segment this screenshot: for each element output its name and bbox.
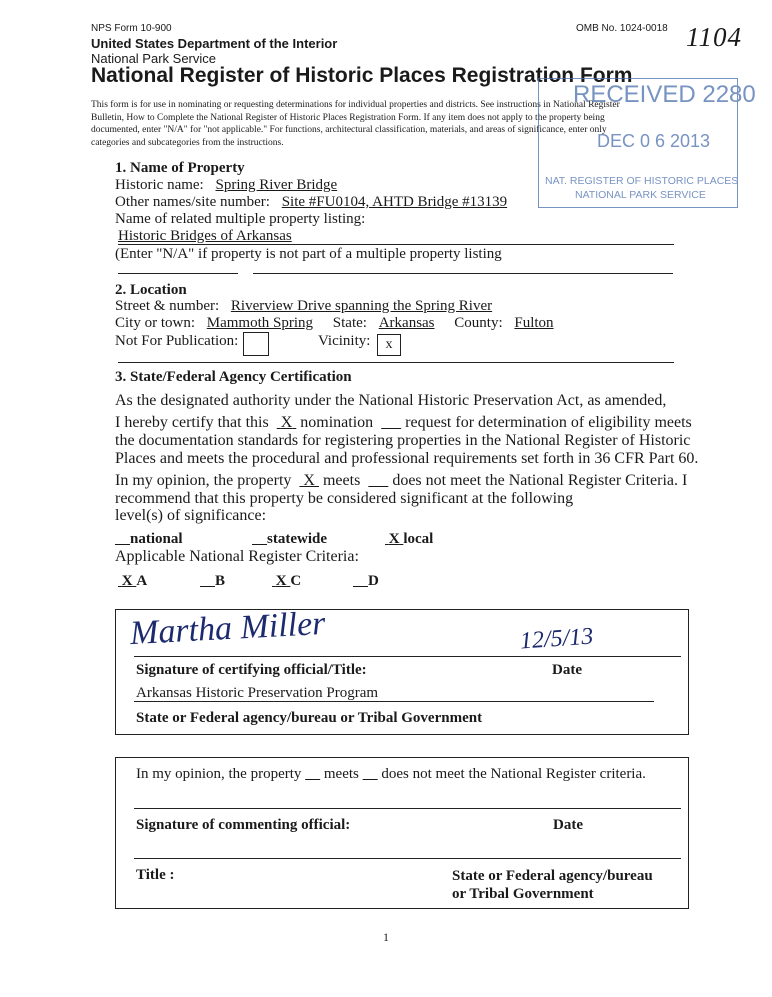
page-title: National Register of Historic Places Registration Form (91, 64, 633, 87)
street-label: Street & number: (115, 298, 220, 314)
level-statewide (252, 531, 327, 548)
not-for-publication-label: Not For Publication: (115, 333, 239, 349)
opinion-line (115, 472, 687, 490)
signature-line (134, 656, 681, 657)
na-note: (Enter "N/A" if property is not part of a multiple property listing (115, 246, 502, 262)
handwritten-reference: 1104 (686, 22, 742, 52)
certifying-signature-label: Signature of certifying official/Title: (136, 662, 367, 678)
city-value: Mammoth Spring (206, 315, 314, 331)
section-divider (118, 362, 674, 363)
section-divider (118, 273, 238, 274)
certifying-agency-value: Arkansas Historic Preservation Program (136, 685, 379, 701)
historic-name-label: Historic name: (115, 177, 204, 193)
county-label: County: (454, 315, 503, 331)
criterion-c-label: C (290, 573, 302, 589)
section-3-heading: 3. State/Federal Agency Certification (115, 369, 352, 385)
form-number: NPS Form 10-900 (91, 23, 172, 34)
criterion-b (200, 573, 225, 590)
stamp-service: NATIONAL PARK SERVICE (575, 189, 706, 201)
related-listing-label: Name of related multiple property listing: (115, 211, 366, 227)
commenting-agency-line-2: or Tribal Government (452, 886, 594, 902)
nomination-text: nomination (300, 414, 374, 431)
certification-box (115, 604, 689, 735)
stamp-date: DEC 0 6 2013 (597, 131, 711, 151)
city-row (115, 315, 554, 332)
commenting-not-meet-text: does not meet the National Register criteria. (381, 766, 646, 782)
omb-number: OMB No. 1024-0018 (576, 23, 668, 34)
meets-mark: X (303, 472, 315, 489)
nomination-mark-x: X (280, 414, 293, 431)
level-national (115, 531, 183, 548)
level-local (385, 531, 433, 548)
certify-line-3: Places and meets the procedural and professional requirements set forth in 36 CFR Part 60. (115, 450, 699, 467)
instructions-line: This form is for use in nominating or requesting determinations for individual properties and districts. See instructions in National Register (91, 100, 620, 110)
commenting-title-label: Title : (136, 867, 175, 883)
section-2-heading: 2. Location (115, 282, 187, 298)
historic-name-row (115, 177, 337, 194)
section-divider (253, 273, 673, 274)
criterion-a-mark: X (121, 573, 133, 589)
criteria-label: Applicable National Register Criteria: (115, 548, 359, 565)
instructions-line: documented, enter "N/A" for "not applicable." For functions, architectural classification, materials, and areas of significance, enter only (91, 125, 607, 135)
stamp-received: RECEIVED 2280 (573, 81, 756, 108)
opinion-text: In my opinion, the property (115, 472, 292, 489)
related-listing-value: Historic Bridges of Arkansas (118, 228, 292, 244)
authority-statement: As the designated authority under the National Historic Preservation Act, as amended, (115, 392, 667, 409)
state-value: Arkansas (378, 315, 435, 331)
nomination-mark (277, 414, 297, 431)
certifying-signature: Martha Miller (129, 604, 327, 653)
request-text: request for determination of eligibility meets (405, 414, 692, 431)
agency-line (134, 701, 654, 702)
criterion-a (118, 573, 147, 590)
street-row (115, 298, 492, 315)
commenting-agency-label (452, 867, 653, 903)
commenting-opinion-text: In my opinion, the property (136, 766, 302, 782)
service-name: National Park Service (91, 51, 216, 66)
criterion-d-label: D (368, 573, 379, 589)
stamp-register: NAT. REGISTER OF HISTORIC PLACES (545, 175, 739, 187)
other-names-value: Site #FU0104, AHTD Bridge #13139 (281, 194, 508, 210)
certifying-agency-label: State or Federal agency/bureau or Tribal Government (136, 710, 483, 726)
level-statewide-label: statewide (267, 531, 327, 547)
county-value: Fulton (514, 315, 554, 331)
commenting-signature-line (134, 808, 681, 809)
criterion-c (272, 573, 301, 590)
state-label: State: (332, 315, 367, 331)
historic-name-value: Spring River Bridge (215, 177, 338, 193)
meets-text: meets (322, 472, 361, 489)
vicinity-label: Vicinity: (318, 333, 371, 349)
criterion-c-mark: X (275, 573, 287, 589)
certifying-date-label: Date (552, 662, 582, 678)
department-name: United States Department of the Interior (91, 36, 338, 51)
certifying-date-value: 12/5/13 (519, 623, 595, 655)
certify-text: I hereby certify that this (115, 414, 269, 431)
other-names-label: Other names/site number: (115, 194, 270, 210)
certify-line-2: the documentation standards for registering properties in the National Register of Historic (115, 432, 691, 449)
section-1-heading: 1. Name of Property (115, 160, 245, 176)
other-names-row (115, 194, 507, 211)
commenting-title-line (134, 858, 681, 859)
opinion-line-3: level(s) of significance: (115, 507, 267, 524)
instructions-line: categories and subcategories from the instructions. (91, 137, 284, 148)
instructions-line: Bulletin, How to Complete the National Register of Historic Places Registration Form. If any item does not apply to the property being (91, 112, 605, 123)
commenting-meets-text: meets (323, 766, 359, 782)
level-national-label: national (130, 531, 183, 547)
street-value: Riverview Drive spanning the Spring River (230, 298, 493, 314)
commenting-date-label: Date (553, 817, 583, 833)
opinion-line-2: recommend that this property be considered significant at the following (115, 490, 574, 507)
received-stamp (538, 78, 756, 208)
commenting-signature-label: Signature of commenting official: (136, 817, 351, 833)
commenting-box (115, 757, 689, 909)
criterion-b-label: B (215, 573, 226, 589)
vicinity-checkbox[interactable]: x (377, 334, 401, 356)
related-listing-line (118, 244, 674, 245)
city-label: City or town: (115, 315, 196, 331)
level-local-mark: X (388, 531, 400, 547)
commenting-agency-line-1: State or Federal agency/bureau (452, 868, 653, 884)
criterion-d (353, 573, 379, 590)
level-local-label: local (403, 531, 434, 547)
not-for-publication-checkbox[interactable] (243, 332, 269, 356)
criterion-a-label: A (136, 573, 148, 589)
page-number: 1 (383, 930, 389, 944)
not-meet-text: does not meet the National Register Criteria. I (392, 472, 688, 489)
commenting-opinion (136, 766, 646, 783)
certify-line (115, 414, 692, 432)
